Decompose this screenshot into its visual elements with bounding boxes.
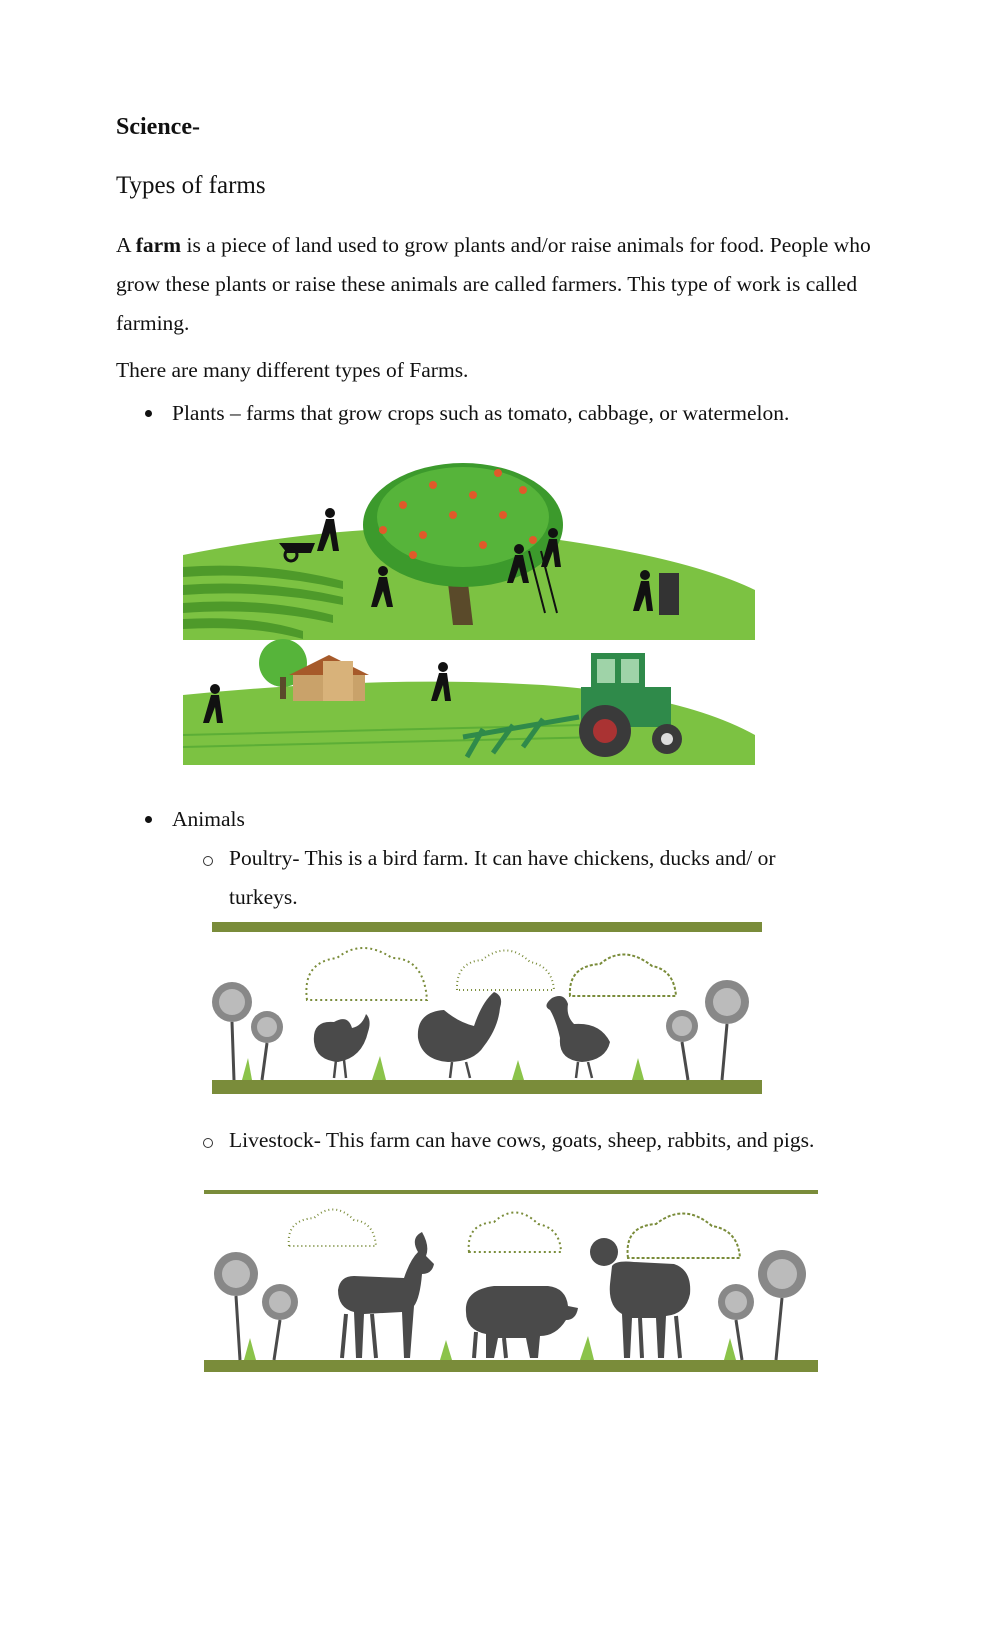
sheep-icon [590, 1238, 690, 1358]
page-title: Types of farms [116, 172, 266, 199]
livestock-item: Livestock- This farm can have cows, goats, sheep, rabbits, and pigs. [229, 1128, 815, 1152]
subject-heading: Science- [116, 114, 200, 140]
chicken-icon [314, 1014, 370, 1078]
intro-paragraph [116, 226, 886, 343]
turkey-icon [418, 992, 501, 1078]
sunflower-icon [214, 1252, 298, 1360]
poultry-illustration [212, 922, 762, 1094]
intro-prefix: A [116, 233, 136, 257]
poultry-item: Poultry- This is a bird farm. It can have chickens, ducks and/ or turkeys. [229, 846, 776, 909]
bullet-dot [145, 816, 152, 823]
farm-term: farm [135, 233, 182, 257]
livestock-illustration [204, 1190, 818, 1372]
goat-icon [338, 1232, 434, 1358]
bullet-dot [145, 410, 152, 417]
types-intro: There are many different types of Farms. [116, 358, 469, 382]
sunflower-icon [666, 980, 749, 1080]
duck-icon [546, 996, 610, 1078]
animals-item: Animals [172, 807, 245, 831]
intro-rest: is a piece of land used to grow plants and/or raise animals for food. People who grow these plants or raise these animals are called farmers. This type of work is called farming. [116, 233, 871, 335]
crop-farm-illustration [183, 455, 755, 785]
plants-item: Plants – farms that grow crops such as tomato, cabbage, or watermelon. [172, 401, 790, 425]
pig-icon [466, 1286, 578, 1358]
sub-bullet-circle [203, 1138, 213, 1148]
sub-bullet-circle [203, 856, 213, 866]
